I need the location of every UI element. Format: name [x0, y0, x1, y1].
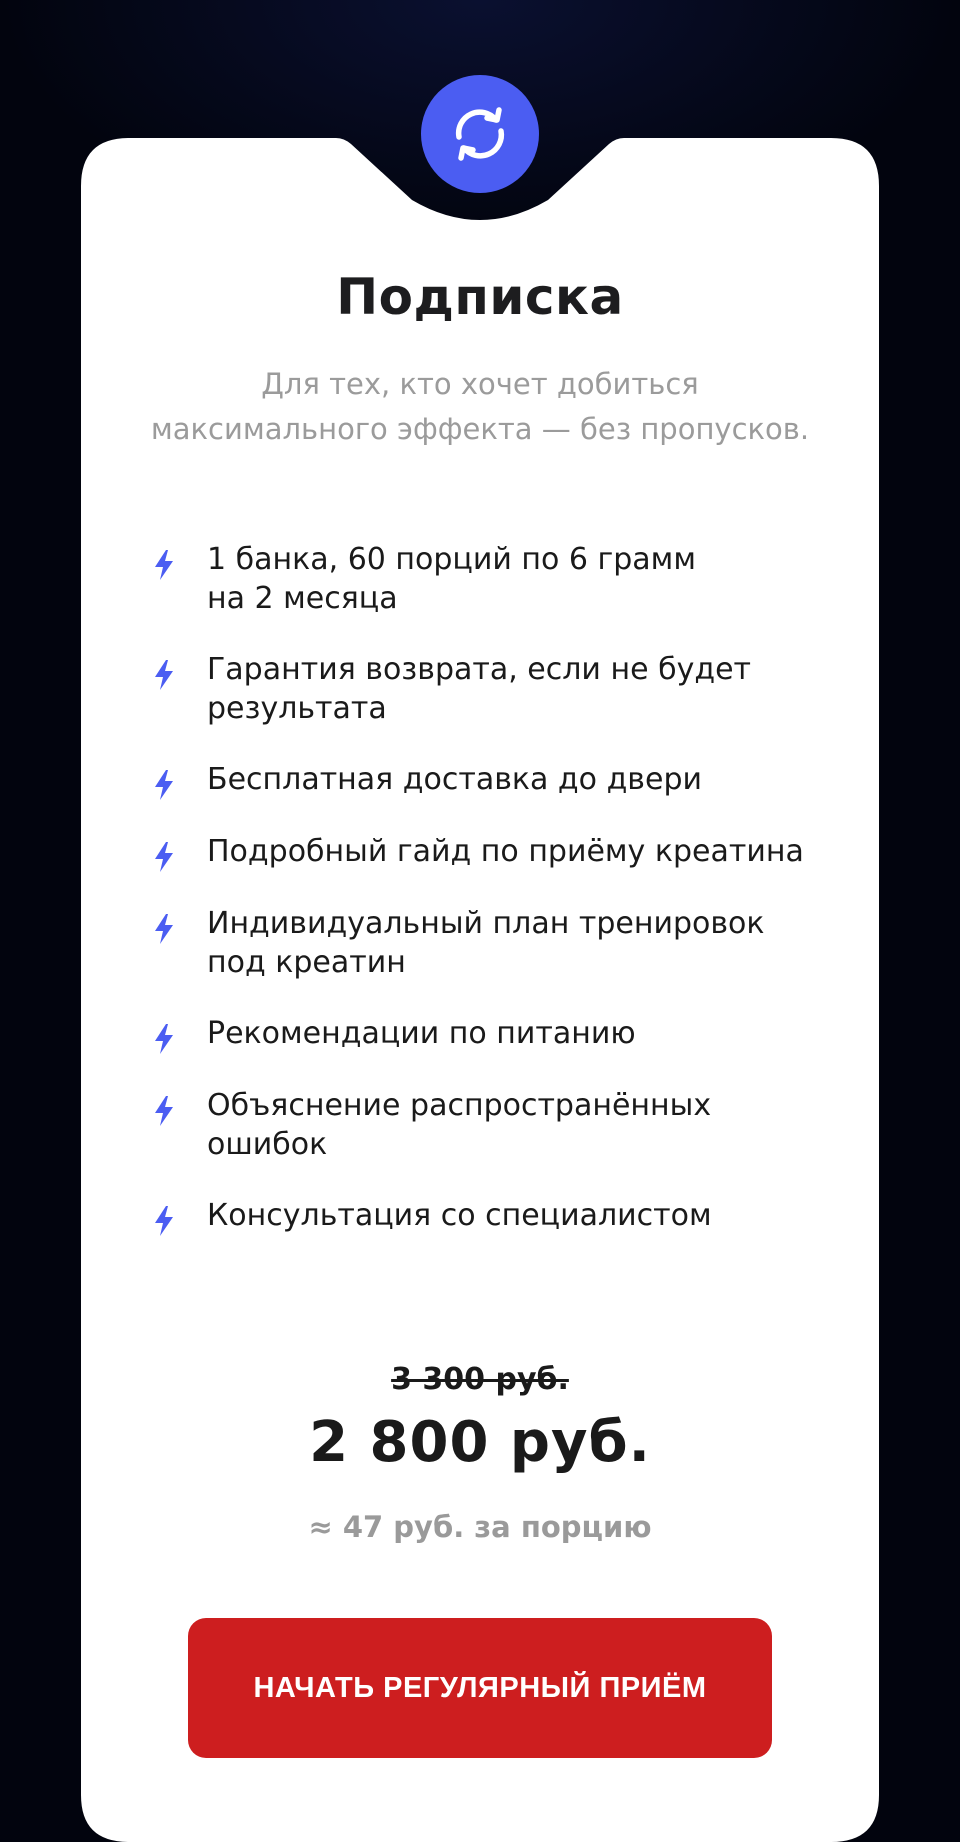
old-price: 3 300 руб.: [391, 1362, 569, 1397]
feature-item: [153, 1086, 833, 1164]
lightning-bolt-icon: [153, 660, 175, 690]
feature-list: [153, 540, 833, 1268]
feature-text: Рекомендации по питанию: [207, 1016, 636, 1051]
plan-subtitle-line: максимального эффекта — без пропусков.: [150, 412, 810, 446]
lightning-bolt-icon: [153, 770, 175, 800]
lightning-bolt-icon: [153, 914, 175, 944]
feature-text: 1 банка, 60 порций по 6 грамм на 2 месяца: [207, 542, 696, 616]
feature-item: [153, 760, 833, 800]
current-price: 2 800 руб.: [309, 1410, 651, 1475]
refresh-cycle-icon: [447, 101, 513, 167]
feature-text: Гарантия возврата, если не будет результата: [207, 652, 751, 726]
lightning-bolt-icon: [153, 1096, 175, 1126]
feature-text: Индивидуальный план тренировок под креатин: [207, 906, 765, 980]
feature-text: Объяснение распространённых ошибок: [207, 1088, 712, 1162]
feature-item: [153, 650, 833, 728]
lightning-bolt-icon: [153, 842, 175, 872]
feature-item: [153, 540, 833, 618]
feature-text: Бесплатная доставка до двери: [207, 762, 702, 797]
lightning-bolt-icon: [153, 1206, 175, 1236]
price-per-portion: ≈ 47 руб. за порцию: [308, 1510, 652, 1544]
lightning-bolt-icon: [153, 1024, 175, 1054]
plan-badge: [421, 75, 539, 193]
lightning-bolt-icon: [153, 550, 175, 580]
feature-text: Подробный гайд по приёму креатина: [207, 834, 804, 869]
plan-subtitle: [111, 362, 849, 452]
feature-item: [153, 1196, 833, 1236]
feature-text: Консультация со специалистом: [207, 1198, 712, 1233]
start-subscription-button[interactable]: НАЧАТЬ РЕГУЛЯРНЫЙ ПРИЁМ: [188, 1618, 772, 1758]
feature-item: [153, 1014, 833, 1054]
plan-subtitle-line: Для тех, кто хочет добиться: [261, 367, 699, 401]
feature-item: [153, 832, 833, 872]
subscription-card: [81, 0, 879, 1842]
plan-title: Подписка: [336, 268, 624, 326]
feature-item: [153, 904, 833, 982]
